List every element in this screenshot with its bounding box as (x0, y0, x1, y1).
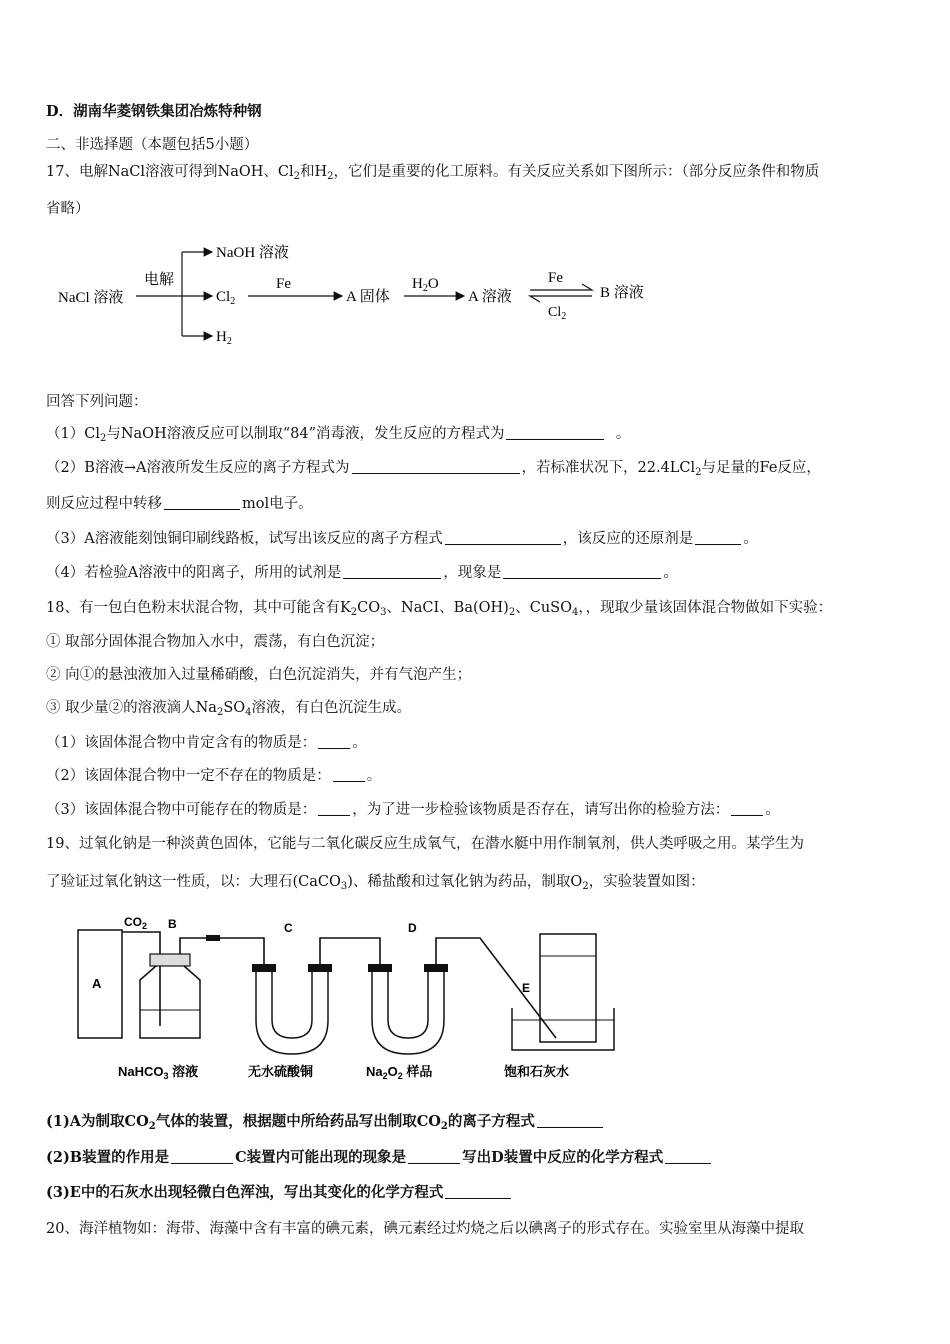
q18-step3: ③ 取少量②的溶液滴人$Na_2SO_4$溶液，有白色沉淀生成。 (46, 700, 412, 718)
answer-blank[interactable] (445, 1184, 511, 1199)
tube-c-to-d (320, 938, 380, 964)
trough-e (512, 1008, 614, 1050)
h2-label: $H_2$ (216, 329, 232, 347)
tube-b-to-c (180, 938, 264, 970)
u-tube-c-stopper-left (252, 964, 276, 972)
q17-intro-line2: 省略） (46, 201, 90, 217)
q19-apparatus-diagram (66, 908, 626, 1088)
tube-b-joint (206, 935, 220, 941)
q17-part2: （2）B溶液→A溶液所发生反应的离子方程式为 ，若标准状况下，22.4LCl$_2$与足量的Fe反应， (46, 460, 821, 478)
answer-blank[interactable] (318, 801, 350, 816)
u-tube-d-stopper-right (424, 964, 448, 972)
tube-d-to-e (436, 938, 556, 1038)
answer-blank[interactable] (318, 734, 350, 749)
u-tube-c-stopper-right (308, 964, 332, 972)
q18-step1: ① 取部分固体混合物加入水中，震荡，有白色沉淀； (46, 634, 385, 650)
q17-part1: $(1)Cl_2$与NaOH溶液反应可以制取“84”消毒液，发生反应的方程式为 。 (46, 426, 631, 444)
answer-blank[interactable] (343, 564, 441, 579)
a-solution-label: A 溶液 (468, 289, 512, 305)
apparatus-d-label: D (408, 921, 417, 935)
q17-part3: （3）A溶液能刻蚀铜印刷线路板，试写出该反应的离子方程式 ，该反应的还原剂是 。 (46, 531, 758, 547)
section-heading: 二、非选择题（本题包括5小题） (46, 137, 259, 153)
answer-blank[interactable] (352, 459, 520, 474)
q17-answer-prompt: 回答下列问题： (46, 394, 148, 410)
apparatus-a-label: A (92, 976, 102, 991)
q17-part4: （4）若检验A溶液中的阳离子，所用的试剂是 ，现象是 。 (46, 565, 678, 581)
co2-label: $CO_2$ (124, 915, 148, 931)
gas-collection-cylinder (540, 934, 596, 1042)
q19-intro-line1: 19、过氧化钠是一种淡黄色固体，它能与二氧化碳反应生成氧气，在潜水艇中用作制氧剂，供人类呼吸之用。某学生为 (46, 836, 804, 852)
answer-blank[interactable] (695, 530, 741, 545)
equilibrium-reverse-arrow (530, 296, 592, 302)
answer-blank[interactable] (171, 1149, 233, 1164)
apparatus-c-label: C (284, 921, 293, 935)
nacl-solution-label: NaCl 溶液 (58, 290, 124, 306)
cuso4-label: 无水硫酸铜 (248, 1064, 314, 1079)
q18-part2: （2）该固体混合物中一定不存在的物质是： 。 (46, 768, 382, 784)
answer-blank[interactable] (445, 530, 561, 545)
bottle-b-body (140, 966, 200, 1038)
h2o-label: $H_2O$ (412, 276, 439, 294)
q19-intro-line2: 了验证过氧化钠这一性质，以：大理石(CaCO$_3$)、稀盐酸和过氧化钠为药品，制取$O_2$，实验装置如图： (46, 874, 705, 892)
fe-label-1: Fe (276, 276, 291, 292)
q18-step2: ② 向①的悬浊液加入过量稀硝酸，白色沉淀消失，并有气泡产生； (46, 667, 472, 683)
answer-blank[interactable] (408, 1149, 460, 1164)
cl2-reverse-label: $Cl_2$ (548, 305, 567, 322)
q18-part1: （1）该固体混合物中肯定含有的物质是： 。 (46, 735, 367, 751)
answer-blank[interactable] (333, 767, 365, 782)
q17-intro-line1: 17、电解NaCl溶液可得到NaOH、$Cl_2$和$H_2$，它们是重要的化工原料。有关反应关系如下图所示：（部分反应条件和物质 (46, 164, 820, 182)
q19-part2: (2)B装置的作用是 C装置内可能出现的现象是 写出D装置中反应的化学方程式 (46, 1148, 713, 1168)
fe-label-2: Fe (548, 270, 563, 286)
option-text: 湖南华菱钢铁集团冶炼特种钢 (73, 103, 262, 120)
answer-blank[interactable] (164, 495, 240, 510)
apparatus-e-label: E (522, 981, 531, 995)
naoh-solution-label: NaOH 溶液 (216, 245, 289, 261)
q16-option-d (46, 102, 262, 122)
answer-blank[interactable] (537, 1113, 603, 1128)
answer-blank[interactable] (731, 801, 763, 816)
q17-reaction-diagram (50, 232, 670, 352)
u-tube-d (372, 970, 444, 1054)
bottle-b-stopper (150, 954, 190, 966)
q18-intro: 18、有一包白色粉末状混合物，其中可能含有$K_2CO_3$、NaCI、$Ba(OH)_2$、CuSO$_4$，，现取少量该固体混合物做如下实验： (46, 600, 833, 618)
q19-part1: (1)A为制取$CO_2$气体的装置，根据题中所给药品写出制取$CO_2$的离子方程式 (46, 1112, 605, 1132)
q18-part3: （3）该固体混合物中可能存在的物质是： ，为了进一步检验该物质是否存在，请写出你的检验方法： 。 (46, 802, 780, 818)
u-tube-d-stopper-left (368, 964, 392, 972)
nahco3-label: NaHCO$_3$ 溶液 (118, 1064, 199, 1081)
q20-intro: 20、海洋植物如：海带、海藻中含有丰富的碘元素，碘元素经过灼烧之后以碘离子的形式存在。实验室里从海藻中提取 (46, 1221, 804, 1237)
cl2-label: $Cl_2$ (216, 289, 236, 307)
na2o2-label: $Na_2O_2$ 样品 (366, 1064, 433, 1081)
apparatus-b-label: B (168, 917, 177, 931)
answer-blank[interactable] (665, 1149, 711, 1164)
b-solution-label: B 溶液 (600, 285, 644, 301)
a-solid-label: A 固体 (346, 289, 390, 305)
option-letter: D． (46, 103, 74, 120)
q19-part3: (3)E中的石灰水出现轻微白色浑浊，写出其变化的化学方程式 (46, 1183, 513, 1203)
answer-blank[interactable] (506, 425, 604, 440)
answer-blank[interactable] (503, 564, 661, 579)
electrolysis-label: 电解 (144, 272, 175, 288)
q17-part2-line2: 则反应过程中转移 mol电子。 (46, 496, 313, 512)
limewater-label: 饱和石灰水 (504, 1064, 570, 1079)
u-tube-c (256, 970, 328, 1054)
